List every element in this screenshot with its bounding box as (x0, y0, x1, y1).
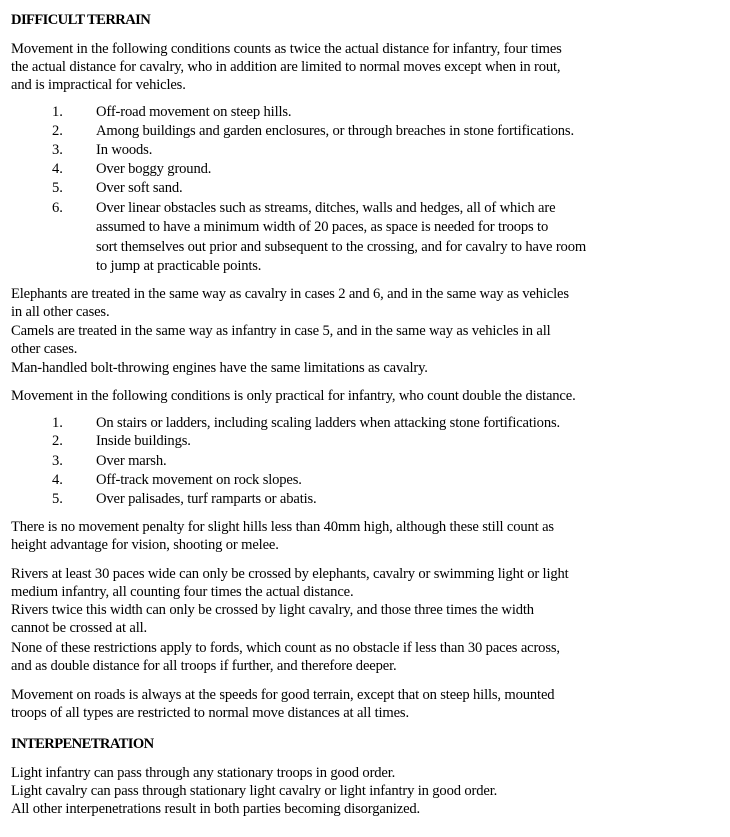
list-number: 4. (52, 161, 63, 177)
section-heading-difficult-terrain: DIFFICULT TERRAIN (11, 12, 151, 28)
text-line: Movement in the following conditions counts as twice the actual distance for infantry, four times (11, 41, 562, 57)
text-line: Rivers at least 30 paces wide can only be crossed by elephants, cavalry or swimming light or light (11, 566, 569, 582)
list-text: Over soft sand. (96, 180, 183, 196)
list-text: Among buildings and garden enclosures, or through breaches in stone fortifications. (96, 123, 574, 139)
list-number: 1. (52, 104, 63, 120)
list-text: sort themselves out prior and subsequent to the crossing, and for cavalry to have room (96, 239, 587, 255)
list-text: In woods. (96, 142, 153, 158)
text-line: troops of all types are restricted to normal move distances at all times. (11, 705, 409, 721)
list-text: Over marsh. (96, 453, 167, 469)
text-line: None of these restrictions apply to fords, which count as no obstacle if less than 30 paces across, (11, 640, 560, 656)
list-text: assumed to have a minimum width of 20 paces, as space is needed for troops to (96, 219, 549, 235)
text-line: Camels are treated in the same way as infantry in case 5, and in the same way as vehicles in all (11, 323, 551, 339)
bolt-throwers-paragraph: Man-handled bolt-throwing engines have the same limitations as cavalry. (11, 360, 428, 376)
list-text: Over linear obstacles such as streams, ditches, walls and hedges, all of which are (96, 200, 556, 216)
list-number: 2. (52, 433, 63, 449)
list-text: Over boggy ground. (96, 161, 212, 177)
text-line: Movement on roads is always at the speeds for good terrain, except that on steep hills, mounted (11, 687, 555, 703)
list-number: 5. (52, 491, 63, 507)
text-line: Light cavalry can pass through stationary light cavalry or light infantry in good order. (11, 783, 498, 799)
list-text: Over palisades, turf ramparts or abatis. (96, 491, 317, 507)
list-text: Off-road movement on steep hills. (96, 104, 292, 120)
list-number: 3. (52, 142, 63, 158)
list-number: 3. (52, 453, 63, 469)
list-text: On stairs or ladders, including scaling ladders when attacking stone fortifications. (96, 415, 561, 431)
list-number: 4. (52, 472, 63, 488)
list-number: 5. (52, 180, 63, 196)
list-text: to jump at practicable points. (96, 258, 262, 274)
infantry-only-intro: Movement in the following conditions is only practical for infantry, who count double the distance. (11, 388, 576, 404)
text-line: other cases. (11, 341, 78, 357)
text-line: Elephants are treated in the same way as cavalry in cases 2 and 6, and in the same way as vehicles (11, 286, 569, 302)
text-line: the actual distance for cavalry, who in addition are limited to normal moves except when in rout, (11, 59, 561, 75)
text-line: and as double distance for all troops if further, and therefore deeper. (11, 658, 397, 674)
list-number: 2. (52, 123, 63, 139)
text-line: height advantage for vision, shooting or melee. (11, 537, 279, 553)
list-number: 6. (52, 200, 63, 216)
text-line: medium infantry, all counting four times the actual distance. (11, 584, 354, 600)
list-text: Inside buildings. (96, 433, 191, 449)
list-number: 1. (52, 415, 63, 431)
list-text: Off-track movement on rock slopes. (96, 472, 302, 488)
text-line: in all other cases. (11, 304, 110, 320)
section-heading-interpenetration: INTERPENETRATION (11, 736, 154, 752)
text-line: and is impractical for vehicles. (11, 77, 186, 93)
text-line: cannot be crossed at all. (11, 620, 148, 636)
text-line: All other interpenetrations result in both parties becoming disorganized. (11, 801, 421, 817)
text-line: There is no movement penalty for slight hills less than 40mm high, although these still count as (11, 519, 554, 535)
text-line: Rivers twice this width can only be crossed by light cavalry, and those three times the width (11, 602, 534, 618)
text-line: Light infantry can pass through any stationary troops in good order. (11, 765, 396, 781)
